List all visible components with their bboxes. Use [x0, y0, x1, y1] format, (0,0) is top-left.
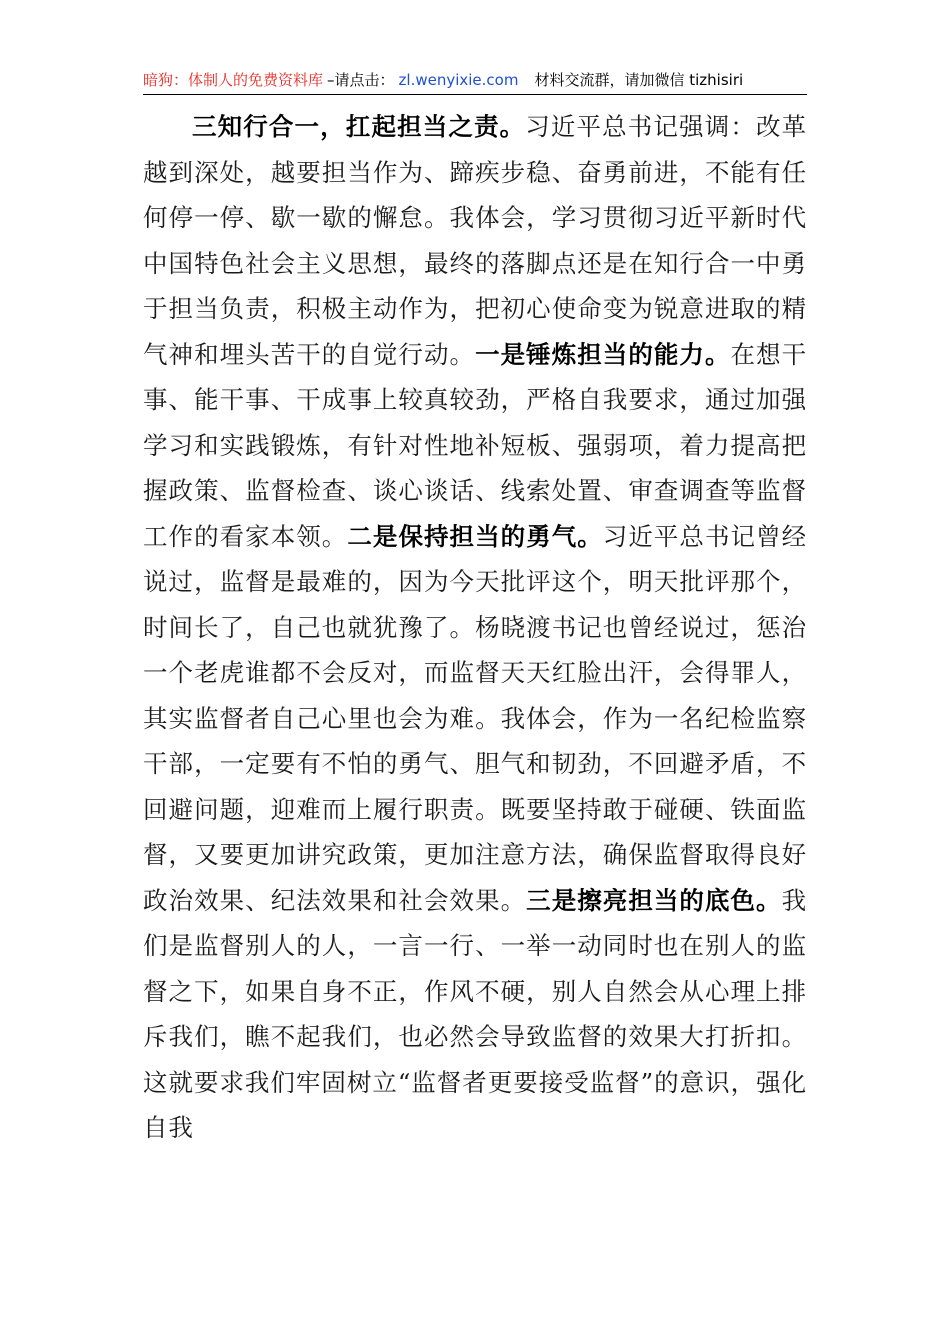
point-2-title: 二是保持担当的勇气。: [347, 521, 603, 551]
point-1-text: 在想干事、能干事、干成事上较真较劲，严格自我要求，通过加强学习和实践锻炼，有针对性地补短板、强弱项，着力提高把握政策、监督检查、谈心谈话、线索处置、审查调查等监督工作的看家本领。: [143, 339, 808, 551]
page-header: [143, 70, 807, 95]
point-2-text: 习近平总书记曾经说过，监督是最难的，因为今天批评这个，明天批评那个，时间长了，自己也就犹豫了。杨晓渡书记也曾经说过，惩治一个老虎谁都不会反对，而监督天天红脸出汗，会得罪人，其实监督者自己心里也会为难。我体会，作为一名纪检监察干部，一定要有不怕的勇气、胆气和韧劲，不回避矛盾，不回避问题，迎难而上履行职责。既要坚持敢于碰硬、铁面监督，又要更加讲究政策，更加注意方法，确保监督取得良好政治效果、纪法效果和社会效果。: [143, 521, 808, 915]
point-3-title: 三是擦亮担当的底色。: [526, 885, 782, 915]
point-3-text: 我们是监督别人的人，一言一行、一举一动同时也在别人的监督之下，如果自身不正，作风不硬，别人自然会从心理上排斥我们，瞧不起我们，也必然会导致监督的效果大打折扣。这就要求我们牢固树立“监督者更要接受监督”的意识，强化自我: [143, 885, 807, 1142]
point-1-title: 一是锤炼担当的能力。: [475, 339, 731, 369]
header-brand: 暗狗：体制人的免费资料库: [143, 71, 324, 89]
document-paragraph: [143, 104, 807, 1151]
header-url-link[interactable]: zl.wenyixie.com: [398, 71, 519, 89]
header-group-text: 材料交流群，请加微信 tizhisiri: [534, 71, 744, 89]
section-heading: 三知行合一，扛起担当之责。: [192, 112, 526, 141]
header-click-label: –请点击：: [327, 71, 395, 89]
intro-text: 习近平总书记强调：改革越到深处，越要担当作为、蹄疾步稳、奋勇前进，不能有任何停一停、歇一歇的懈怠。我体会，学习贯彻习近平新时代中国特色社会主义思想，最终的落脚点还是在知行合一中勇于担当负责，积极主动作为，把初心使命变为锐意进取的精气神和埋头苦干的自觉行动。: [143, 112, 807, 369]
